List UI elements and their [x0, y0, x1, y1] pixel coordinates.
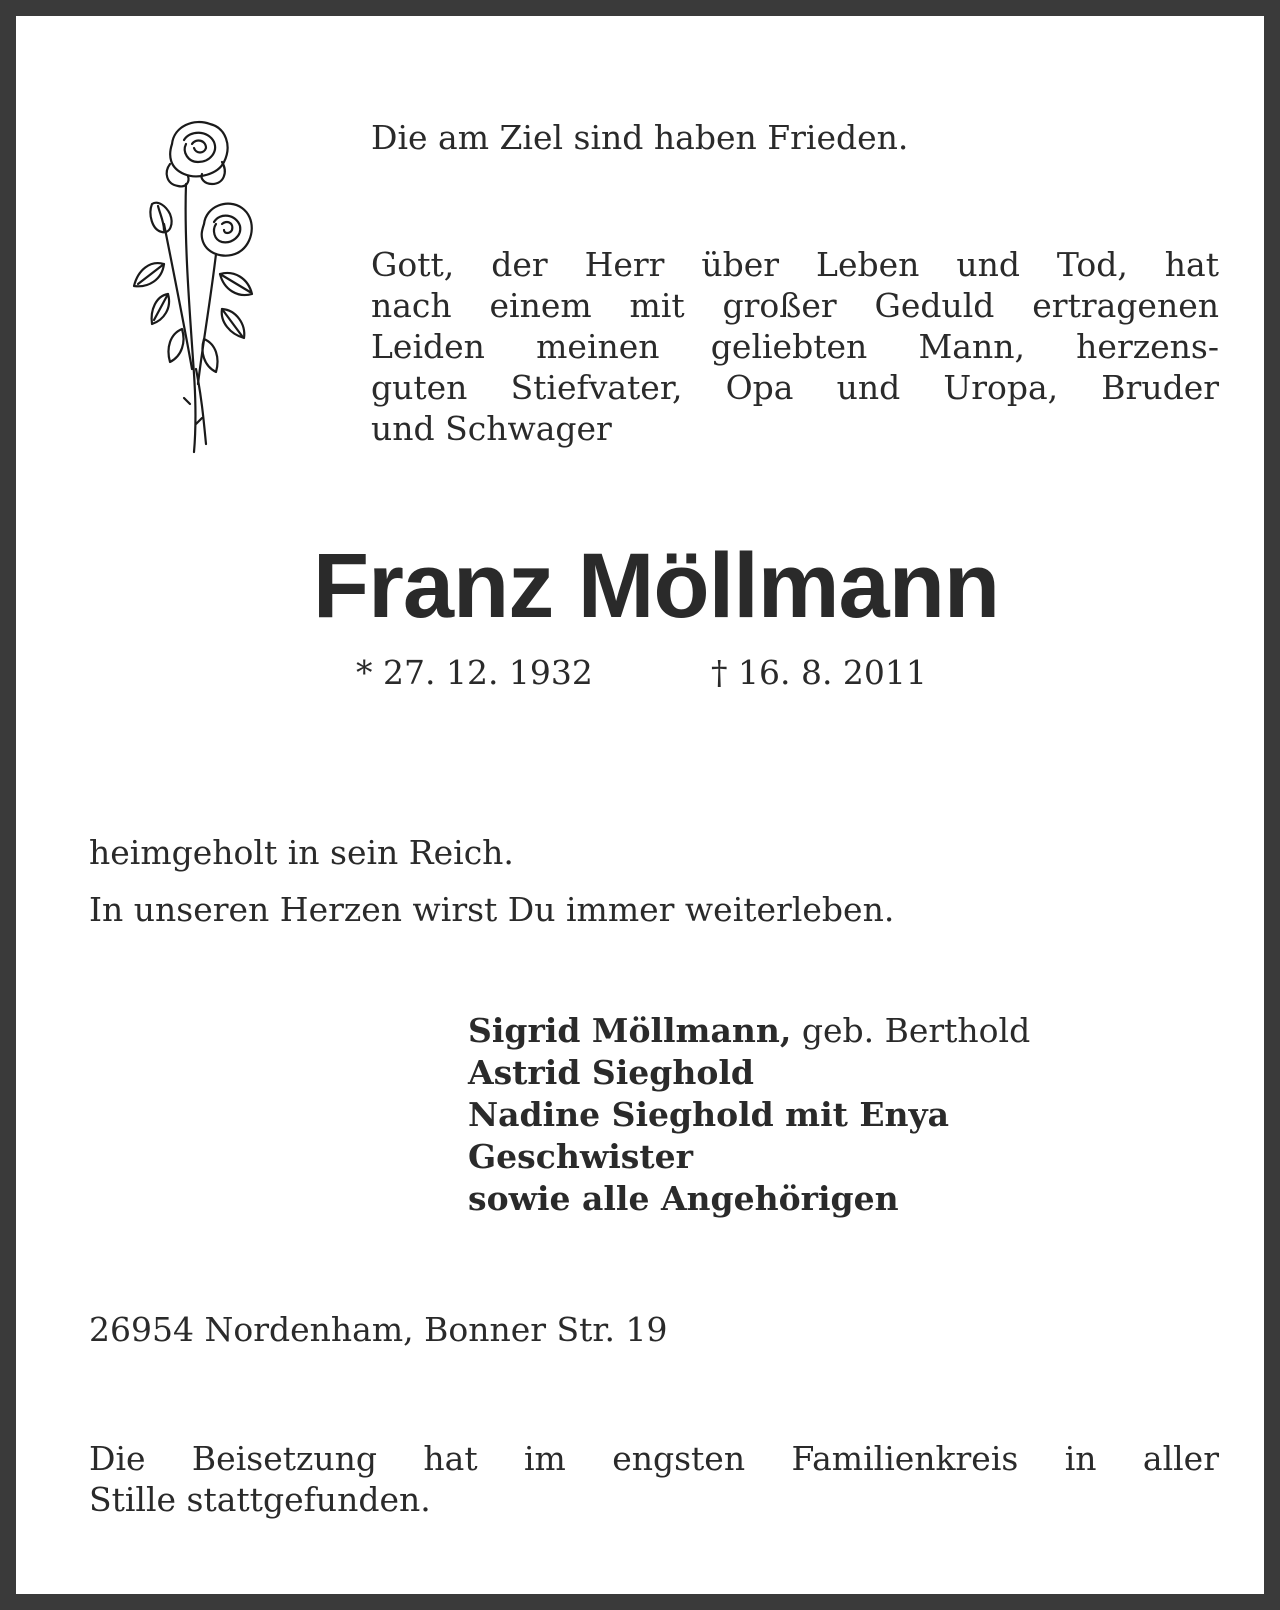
- intro-paragraph: [371, 244, 1219, 449]
- burial-line: Die Beisetzung hat im engsten Familienkreis in aller: [89, 1439, 1219, 1478]
- death-date: † 16. 8. 2011: [711, 653, 927, 692]
- closing-line: heimgeholt in sein Reich.: [89, 833, 514, 872]
- rose-illustration-icon: [124, 114, 264, 459]
- address-text: 26954 Nordenham, Bonner Str. 19: [89, 1310, 668, 1349]
- mourner-item: [468, 1010, 1030, 1052]
- intro-line: nach einem mit großer Geduld ertragenen: [371, 286, 1219, 325]
- intro-line: Gott, der Herr über Leben und Tod, hat: [371, 245, 1219, 284]
- mourner-maiden-name: geb. Berthold: [791, 1011, 1031, 1050]
- mourner-item: Nadine Sieghold mit Enya: [468, 1095, 950, 1134]
- closing-line: In unseren Herzen wirst Du immer weiterleben.: [89, 890, 895, 929]
- mourner-item: Astrid Sieghold: [468, 1053, 754, 1092]
- deceased-name: Franz Möllmann: [312, 535, 1000, 637]
- birth-date: * 27. 12. 1932: [356, 653, 593, 692]
- intro-line: Leiden meinen geliebten Mann, herzens-: [371, 327, 1219, 366]
- closing-text: [89, 824, 894, 938]
- mourners-list: [468, 1010, 1030, 1220]
- motto-text: Die am Ziel sind haben Frieden.: [371, 118, 909, 157]
- intro-line: guten Stiefvater, Opa und Uropa, Bruder: [371, 368, 1219, 407]
- burial-note: [89, 1438, 1219, 1520]
- mourner-item: sowie alle Angehörigen: [468, 1179, 899, 1218]
- burial-line: Stille stattgefunden.: [89, 1480, 431, 1519]
- intro-line: und Schwager: [371, 409, 612, 448]
- mourner-item: Geschwister: [468, 1137, 693, 1176]
- mourner-name: Sigrid Möllmann,: [468, 1011, 792, 1050]
